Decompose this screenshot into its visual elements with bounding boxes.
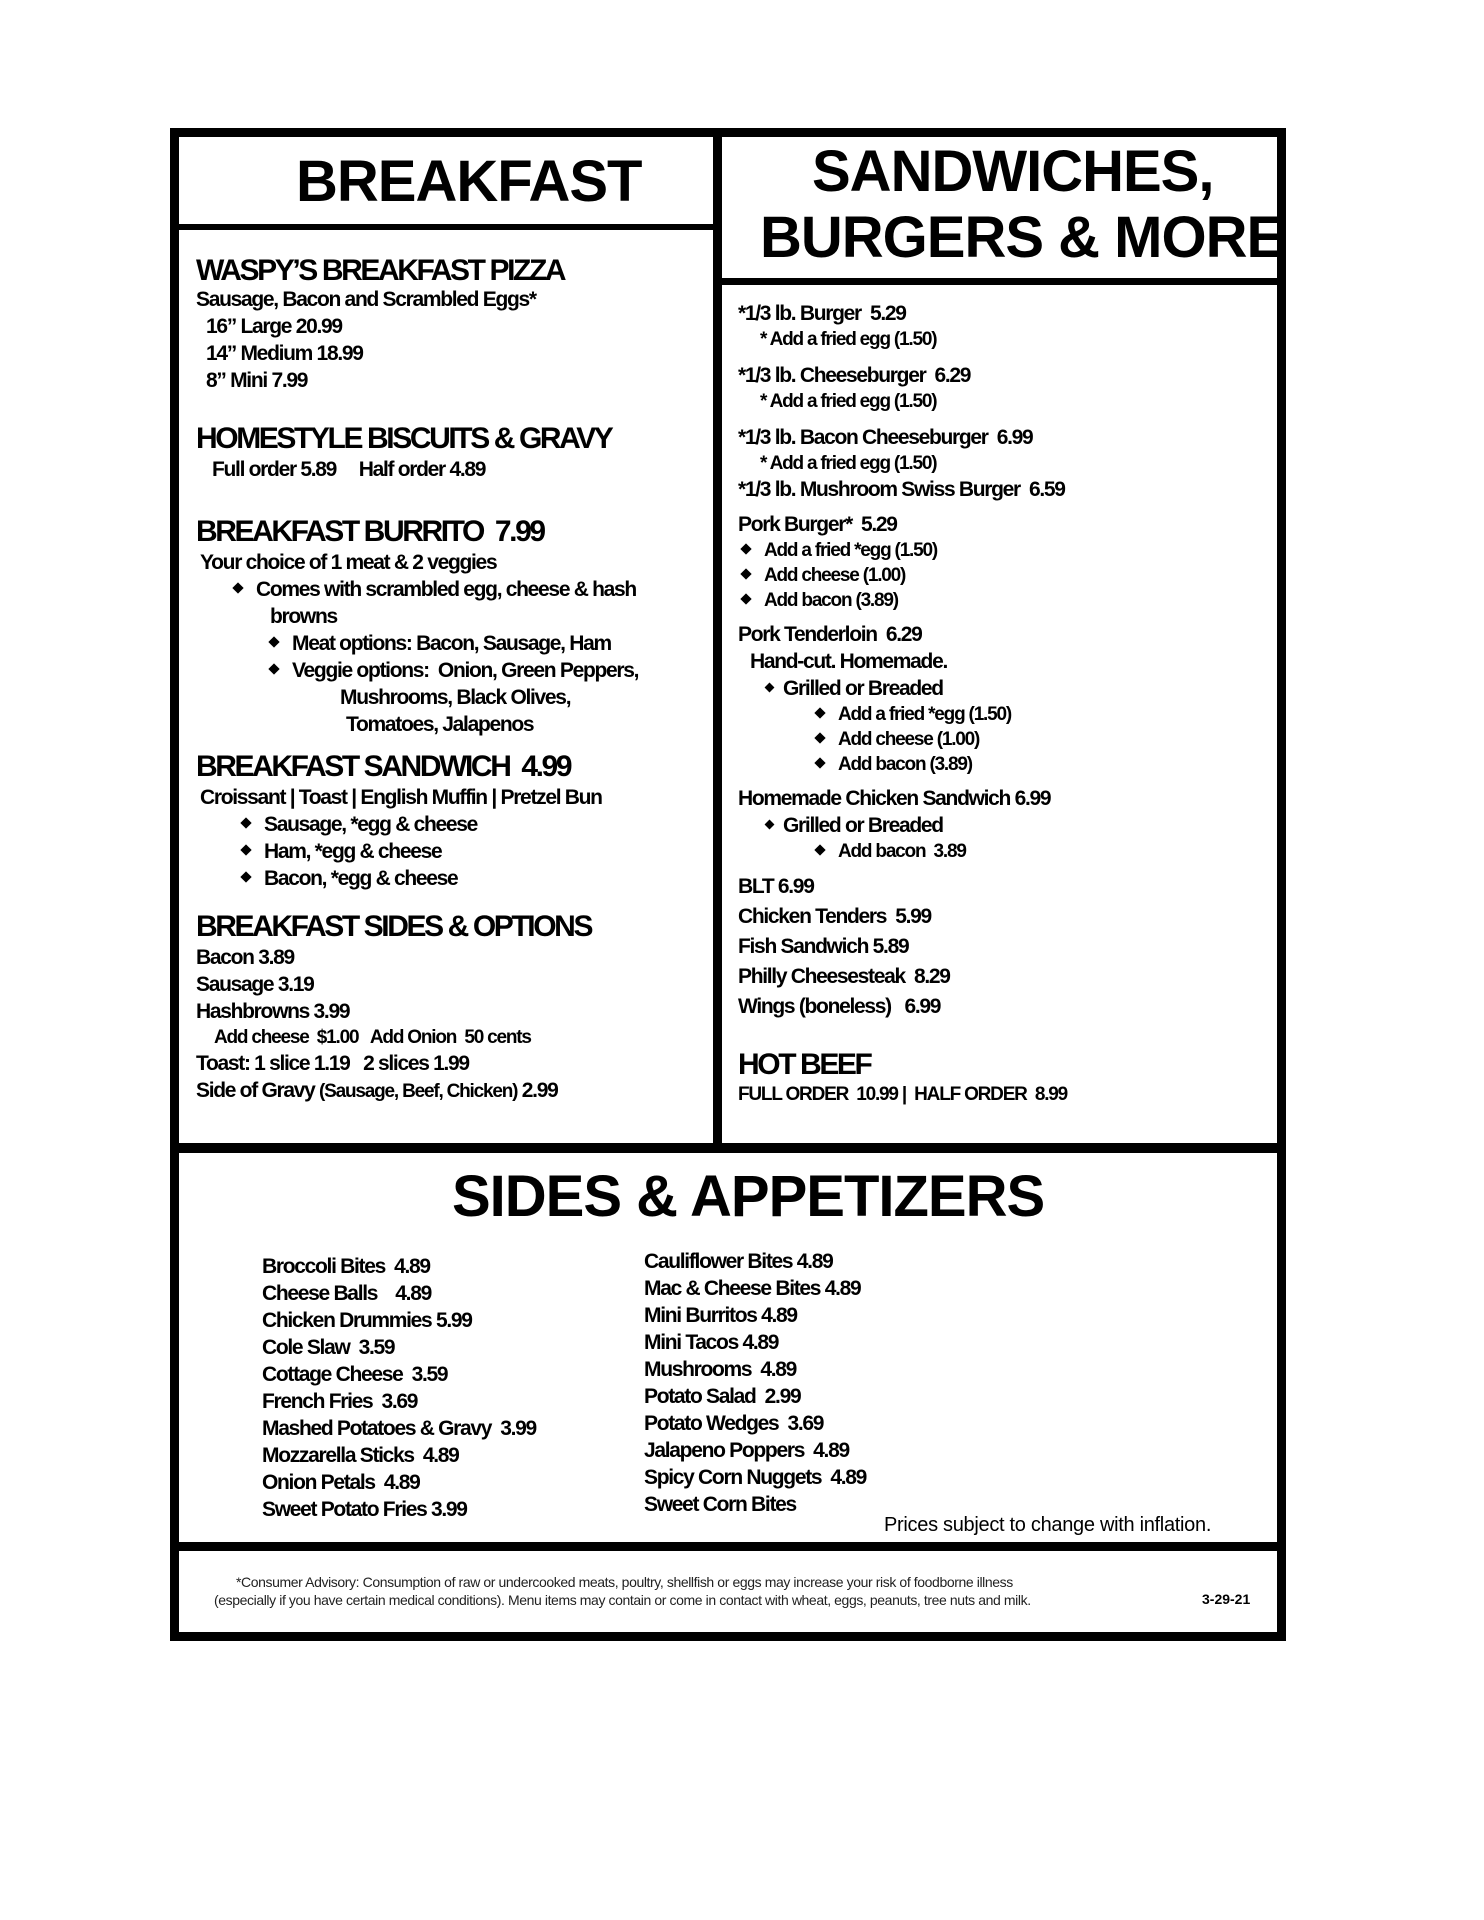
cheeseburger-egg: * Add a fried egg (1.50) <box>760 391 937 412</box>
biscuits-prices: Full order 5.89 Half order 4.89 <box>212 458 486 481</box>
cheeseburger: *1/3 lb. Cheeseburger 6.29 <box>738 364 971 387</box>
chicken-sandwich: Homemade Chicken Sandwich 6.99 <box>738 787 1051 810</box>
pizza-size-large: 16” Large 20.99 <box>206 315 342 338</box>
sides-title: SIDES & APPETIZERS <box>452 1164 1045 1229</box>
price-change-note: Prices subject to change with inflation. <box>884 1514 1212 1536</box>
side-toast: Toast: 1 slice 1.19 2 slices 1.99 <box>196 1052 469 1075</box>
mushroom-swiss-burger: *1/3 lb. Mushroom Swiss Burger 6.59 <box>738 478 1065 501</box>
side-sausage: Sausage 3.19 <box>196 973 314 996</box>
consumer-advisory-line2: (especially if you have certain medical conditions). Menu items may contain or come in contact with wheat, eggs, peanuts, tree nuts and milk. <box>214 1592 1031 1608</box>
side-gravy: Side of Gravy (Sausage, Beef, Chicken) 2.99 <box>196 1079 558 1102</box>
burrito-veggie-options-cont: Mushrooms, Black Olives, <box>340 686 571 709</box>
menu-date: 3-29-21 <box>1202 1591 1251 1607</box>
breakfast-title: BREAKFAST <box>296 149 642 214</box>
hot-beef-heading: HOT BEEF <box>738 1048 871 1081</box>
diamond-bullet-icon <box>268 664 279 675</box>
side-addons: Add cheese $1.00 Add Onion 50 cents <box>214 1027 531 1048</box>
side-hashbrowns: Hashbrowns 3.99 <box>196 1000 350 1023</box>
side-item: Broccoli Bites 4.89 <box>262 1255 430 1278</box>
side-item: Cheese Balls 4.89 <box>262 1282 431 1305</box>
side-item: Mac & Cheese Bites 4.89 <box>644 1277 861 1300</box>
side-item: French Fries 3.69 <box>262 1390 418 1413</box>
hot-beef-prices: FULL ORDER 10.99 | HALF ORDER 8.99 <box>738 1084 1068 1105</box>
chicken-bacon: Add bacon 3.89 <box>816 839 1268 864</box>
pork-burger: Pork Burger* 5.29 <box>738 513 897 536</box>
tenderloin-bacon: Add bacon (3.89) <box>816 752 1268 777</box>
diamond-bullet-icon <box>740 568 751 579</box>
burrito-heading: BREAKFAST BURRITO 7.99 <box>196 515 544 548</box>
pizza-description: Sausage, Bacon and Scrambled Eggs* <box>196 288 536 311</box>
burrito-veggie-options: Veggie options: Onion, Green Peppers, <box>270 657 706 684</box>
diamond-bullet-icon <box>814 732 825 743</box>
sandwich-option-ham: Ham, *egg & cheese <box>242 838 706 865</box>
fish-sandwich: Fish Sandwich 5.89 <box>738 935 909 958</box>
side-item: Potato Wedges 3.69 <box>644 1412 824 1435</box>
diamond-bullet-icon <box>814 707 825 718</box>
diamond-bullet-icon <box>814 757 825 768</box>
sandwiches-section <box>738 300 1268 1107</box>
side-bacon: Bacon 3.89 <box>196 946 294 969</box>
breakfast-section <box>196 254 706 1104</box>
side-item: Potato Salad 2.99 <box>644 1385 801 1408</box>
chicken-style: Grilled or Breaded <box>766 812 1268 839</box>
sides-right-column <box>644 1248 866 1518</box>
side-item: Mini Tacos 4.89 <box>644 1331 779 1354</box>
burrito-description: Your choice of 1 meat & 2 veggies <box>200 551 497 574</box>
side-item: Onion Petals 4.89 <box>262 1471 420 1494</box>
diamond-bullet-icon <box>765 820 775 830</box>
blt: BLT 6.99 <box>738 875 814 898</box>
side-item: Jalapeno Poppers 4.89 <box>644 1439 849 1462</box>
burrito-meat-options: Meat options: Bacon, Sausage, Ham <box>270 630 706 657</box>
side-item: Spicy Corn Nuggets 4.89 <box>644 1466 867 1489</box>
wings: Wings (boneless) 6.99 <box>738 995 941 1018</box>
burrito-included: Comes with scrambled egg, cheese & hash <box>234 576 706 603</box>
burger-egg: * Add a fried egg (1.50) <box>760 329 937 350</box>
tenderloin-cheese: Add cheese (1.00) <box>816 727 1268 752</box>
burrito-veggie-options-cont2: Tomatoes, Jalapenos <box>346 713 534 736</box>
sandwich-heading: BREAKFAST SANDWICH 4.99 <box>196 750 571 783</box>
side-item: Mashed Potatoes & Gravy 3.99 <box>262 1417 536 1440</box>
side-item: Sweet Potato Fries 3.99 <box>262 1498 467 1521</box>
diamond-bullet-icon <box>232 583 243 594</box>
sides-left-column <box>262 1253 536 1523</box>
column-divider <box>713 128 722 1153</box>
pork-burger-egg: Add a fried *egg (1.50) <box>742 538 1268 563</box>
pork-tenderloin: Pork Tenderloin 6.29 <box>738 623 922 646</box>
side-item: Mushrooms 4.89 <box>644 1358 797 1381</box>
burrito-included-cont: browns <box>270 605 337 628</box>
diamond-bullet-icon <box>240 818 251 829</box>
tenderloin-egg: Add a fried *egg (1.50) <box>816 702 1268 727</box>
side-item: Mozzarella Sticks 4.89 <box>262 1444 459 1467</box>
sandwiches-title-line2: BURGERS & MORE <box>760 205 1285 270</box>
pizza-size-mini: 8” Mini 7.99 <box>206 369 308 392</box>
consumer-advisory-line1: *Consumer Advisory: Consumption of raw or undercooked meats, poultry, shellfish or eggs may increase your risk of foodborne illness <box>236 1574 1013 1590</box>
side-item: Cottage Cheese 3.59 <box>262 1363 448 1386</box>
side-item: Cauliflower Bites 4.89 <box>644 1250 833 1273</box>
sandwich-option-sausage: Sausage, *egg & cheese <box>242 811 706 838</box>
pizza-heading: WASPY’S BREAKFAST PIZZA <box>196 254 565 287</box>
chicken-tenders: Chicken Tenders 5.99 <box>738 905 931 928</box>
sandwich-breads: Croissant | Toast | English Muffin | Pretzel Bun <box>200 786 602 809</box>
burger: *1/3 lb. Burger 5.29 <box>738 302 906 325</box>
side-item: Mini Burritos 4.89 <box>644 1304 797 1327</box>
tenderloin-description: Hand-cut. Homemade. <box>750 650 947 673</box>
breakfast-sides-heading: BREAKFAST SIDES & OPTIONS <box>196 910 592 943</box>
pork-burger-cheese: Add cheese (1.00) <box>742 563 1268 588</box>
diamond-bullet-icon <box>740 593 751 604</box>
sandwiches-title-line1: SANDWICHES, <box>812 139 1214 204</box>
pork-burger-bacon: Add bacon (3.89) <box>742 588 1268 613</box>
sandwich-option-bacon: Bacon, *egg & cheese <box>242 865 706 892</box>
side-item: Cole Slaw 3.59 <box>262 1336 395 1359</box>
diamond-bullet-icon <box>240 872 251 883</box>
diamond-bullet-icon <box>814 844 825 855</box>
side-item: Chicken Drummies 5.99 <box>262 1309 472 1332</box>
footer-top-rule <box>179 1542 1277 1551</box>
side-item: Sweet Corn Bites <box>644 1493 796 1516</box>
sandwiches-header-rule <box>722 278 1277 285</box>
breakfast-header-rule <box>179 224 713 230</box>
bacon-cheeseburger: *1/3 lb. Bacon Cheeseburger 6.99 <box>738 426 1033 449</box>
sides-top-rule <box>179 1143 1277 1153</box>
diamond-bullet-icon <box>740 543 751 554</box>
pizza-size-medium: 14” Medium 18.99 <box>206 342 363 365</box>
biscuits-heading: HOMESTYLE BISCUITS & GRAVY <box>196 422 612 455</box>
bacon-cheeseburger-egg: * Add a fried egg (1.50) <box>760 453 937 474</box>
philly-cheesesteak: Philly Cheesesteak 8.29 <box>738 965 950 988</box>
diamond-bullet-icon <box>240 845 251 856</box>
diamond-bullet-icon <box>268 637 279 648</box>
tenderloin-style: Grilled or Breaded <box>766 675 1268 702</box>
diamond-bullet-icon <box>765 683 775 693</box>
